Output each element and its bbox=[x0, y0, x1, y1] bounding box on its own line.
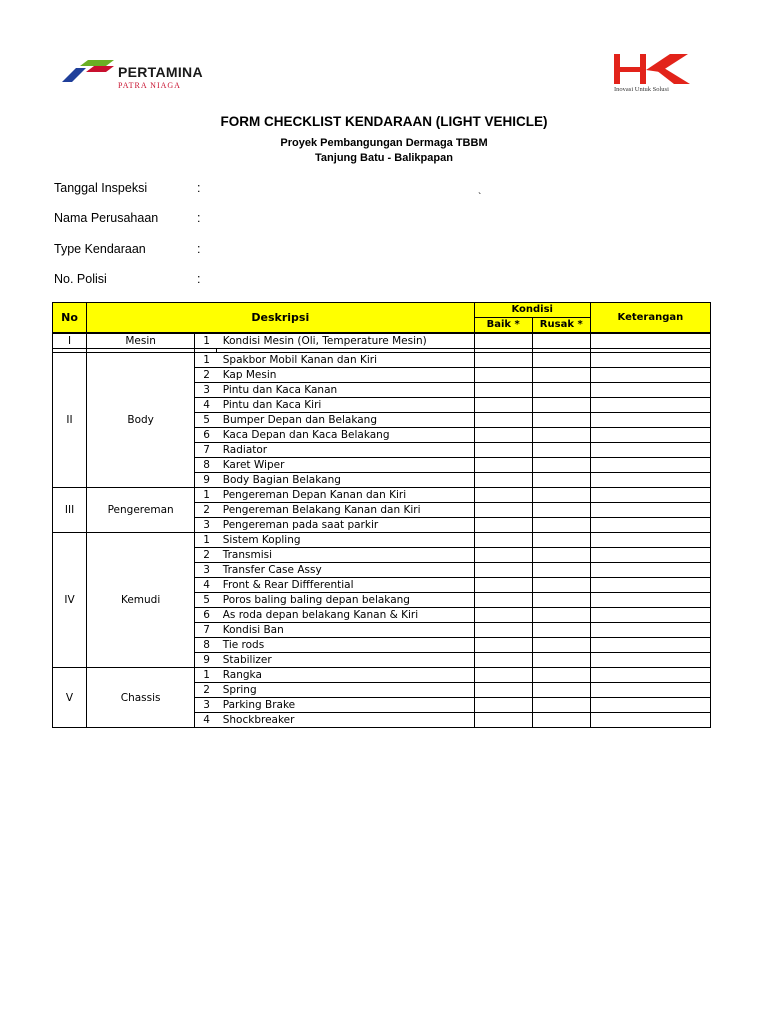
keterangan-cell[interactable] bbox=[590, 593, 710, 608]
header-deskripsi: Deskripsi bbox=[87, 303, 475, 334]
item-description: Shockbreaker bbox=[217, 713, 474, 728]
item-number: 7 bbox=[195, 623, 217, 638]
rusak-cell[interactable] bbox=[532, 563, 590, 578]
table-header bbox=[53, 303, 711, 334]
rusak-cell[interactable] bbox=[532, 368, 590, 383]
colon-no-polisi: : bbox=[197, 272, 201, 286]
baik-cell[interactable] bbox=[474, 473, 532, 488]
pertamina-name: PERTAMINA bbox=[118, 64, 203, 80]
group-name: Kemudi bbox=[87, 533, 195, 668]
hk-mark-icon bbox=[612, 54, 692, 86]
keterangan-cell[interactable] bbox=[590, 353, 710, 368]
item-number: 4 bbox=[195, 578, 217, 593]
baik-cell[interactable] bbox=[474, 578, 532, 593]
header-keterangan: Keterangan bbox=[590, 303, 710, 334]
keterangan-cell[interactable] bbox=[590, 698, 710, 713]
pertamina-mark-icon bbox=[62, 60, 116, 84]
baik-cell[interactable] bbox=[474, 488, 532, 503]
keterangan-cell[interactable] bbox=[590, 623, 710, 638]
rusak-cell[interactable] bbox=[532, 518, 590, 533]
baik-cell[interactable] bbox=[474, 333, 532, 349]
group-number: I bbox=[53, 333, 87, 349]
rusak-cell[interactable] bbox=[532, 488, 590, 503]
item-number: 6 bbox=[195, 428, 217, 443]
item-description: Body Bagian Belakang bbox=[217, 473, 474, 488]
item-number: 3 bbox=[195, 563, 217, 578]
table-row bbox=[53, 488, 711, 503]
item-number: 1 bbox=[195, 353, 217, 368]
project-title: Proyek Pembangungan Dermaga TBBM bbox=[280, 137, 488, 149]
baik-cell[interactable] bbox=[474, 713, 532, 728]
item-number: 1 bbox=[195, 668, 217, 683]
keterangan-cell[interactable] bbox=[590, 398, 710, 413]
group-name: Mesin bbox=[87, 333, 195, 349]
baik-cell[interactable] bbox=[474, 563, 532, 578]
item-description: Stabilizer bbox=[217, 653, 474, 668]
form-title: FORM CHECKLIST KENDARAAN (LIGHT VEHICLE) bbox=[220, 114, 548, 129]
rusak-cell[interactable] bbox=[532, 623, 590, 638]
item-description: Rangka bbox=[217, 668, 474, 683]
baik-cell[interactable] bbox=[474, 443, 532, 458]
checklist-table bbox=[52, 302, 711, 728]
item-number: 8 bbox=[195, 458, 217, 473]
item-description: Pintu dan Kaca Kanan bbox=[217, 383, 474, 398]
baik-cell[interactable] bbox=[474, 608, 532, 623]
keterangan-cell[interactable] bbox=[590, 428, 710, 443]
label-type-kendaraan: Type Kendaraan bbox=[54, 242, 146, 256]
item-description: Radiator bbox=[217, 443, 474, 458]
group-number: III bbox=[53, 488, 87, 533]
rusak-cell[interactable] bbox=[532, 578, 590, 593]
baik-cell[interactable] bbox=[474, 593, 532, 608]
baik-cell[interactable] bbox=[474, 413, 532, 428]
table-body bbox=[53, 333, 711, 728]
rusak-cell[interactable] bbox=[532, 398, 590, 413]
table-row bbox=[53, 668, 711, 683]
keterangan-cell[interactable] bbox=[590, 533, 710, 548]
item-number: 1 bbox=[195, 488, 217, 503]
item-description: Transmisi bbox=[217, 548, 474, 563]
group-name: Pengereman bbox=[87, 488, 195, 533]
keterangan-cell[interactable] bbox=[590, 333, 710, 349]
keterangan-cell[interactable] bbox=[590, 608, 710, 623]
rusak-cell[interactable] bbox=[532, 458, 590, 473]
keterangan-cell[interactable] bbox=[590, 368, 710, 383]
item-number: 4 bbox=[195, 713, 217, 728]
label-tanggal-inspeksi: Tanggal Inspeksi bbox=[54, 181, 148, 195]
baik-cell[interactable] bbox=[474, 533, 532, 548]
item-description: As roda depan belakang Kanan & Kiri bbox=[217, 608, 474, 623]
table-row bbox=[53, 353, 711, 368]
keterangan-cell[interactable] bbox=[590, 443, 710, 458]
keterangan-cell[interactable] bbox=[590, 563, 710, 578]
keterangan-cell[interactable] bbox=[590, 653, 710, 668]
item-number: 1 bbox=[195, 533, 217, 548]
keterangan-cell[interactable] bbox=[590, 638, 710, 653]
item-number: 1 bbox=[195, 333, 217, 349]
item-number: 2 bbox=[195, 503, 217, 518]
item-description: Kondisi Mesin (Oli, Temperature Mesin) bbox=[217, 333, 474, 349]
rusak-cell[interactable] bbox=[532, 638, 590, 653]
rusak-cell[interactable] bbox=[532, 668, 590, 683]
group-number: II bbox=[53, 353, 87, 488]
keterangan-cell[interactable] bbox=[590, 548, 710, 563]
baik-cell[interactable] bbox=[474, 638, 532, 653]
rusak-cell[interactable] bbox=[532, 713, 590, 728]
rusak-cell[interactable] bbox=[532, 333, 590, 349]
item-number: 4 bbox=[195, 398, 217, 413]
item-number: 9 bbox=[195, 473, 217, 488]
item-number: 8 bbox=[195, 638, 217, 653]
rusak-cell[interactable] bbox=[532, 548, 590, 563]
item-number: 5 bbox=[195, 413, 217, 428]
hk-logo bbox=[612, 54, 698, 98]
item-description: Karet Wiper bbox=[217, 458, 474, 473]
keterangan-cell[interactable] bbox=[590, 668, 710, 683]
item-number: 3 bbox=[195, 383, 217, 398]
rusak-cell[interactable] bbox=[532, 698, 590, 713]
keterangan-cell[interactable] bbox=[590, 458, 710, 473]
rusak-cell[interactable] bbox=[532, 443, 590, 458]
rusak-cell[interactable] bbox=[532, 473, 590, 488]
group-number: IV bbox=[53, 533, 87, 668]
item-number: 9 bbox=[195, 653, 217, 668]
item-number: 7 bbox=[195, 443, 217, 458]
baik-cell[interactable] bbox=[474, 623, 532, 638]
keterangan-cell[interactable] bbox=[590, 713, 710, 728]
item-description: Poros baling baling depan belakang bbox=[217, 593, 474, 608]
keterangan-cell[interactable] bbox=[590, 473, 710, 488]
item-number: 5 bbox=[195, 593, 217, 608]
item-description: Kap Mesin bbox=[217, 368, 474, 383]
rusak-cell[interactable] bbox=[532, 593, 590, 608]
group-name: Body bbox=[87, 353, 195, 488]
item-description: Tie rods bbox=[217, 638, 474, 653]
colon-nama-perusahaan: : bbox=[197, 211, 201, 225]
item-number: 6 bbox=[195, 608, 217, 623]
group-name: Chassis bbox=[87, 668, 195, 728]
baik-cell[interactable] bbox=[474, 698, 532, 713]
rusak-cell[interactable] bbox=[532, 653, 590, 668]
item-number: 2 bbox=[195, 368, 217, 383]
header-kondisi: Kondisi bbox=[474, 303, 590, 318]
baik-cell[interactable] bbox=[474, 458, 532, 473]
rusak-cell[interactable] bbox=[532, 608, 590, 623]
group-number: V bbox=[53, 668, 87, 728]
item-description: Pengereman pada saat parkir bbox=[217, 518, 474, 533]
item-description: Pengereman Depan Kanan dan Kiri bbox=[217, 488, 474, 503]
item-description: Spakbor Mobil Kanan dan Kiri bbox=[217, 353, 474, 368]
baik-cell[interactable] bbox=[474, 368, 532, 383]
item-description: Kaca Depan dan Kaca Belakang bbox=[217, 428, 474, 443]
table-row bbox=[53, 333, 711, 349]
baik-cell[interactable] bbox=[474, 383, 532, 398]
keterangan-cell[interactable] bbox=[590, 413, 710, 428]
item-description: Parking Brake bbox=[217, 698, 474, 713]
label-nama-perusahaan: Nama Perusahaan bbox=[54, 211, 159, 225]
table-row bbox=[53, 533, 711, 548]
colon-tanggal-inspeksi: : bbox=[197, 181, 201, 195]
header-no: No bbox=[53, 303, 87, 334]
hk-tagline: Inovasi Untuk Solusi bbox=[614, 86, 669, 93]
rusak-cell[interactable] bbox=[532, 383, 590, 398]
baik-cell[interactable] bbox=[474, 503, 532, 518]
baik-cell[interactable] bbox=[474, 548, 532, 563]
keterangan-cell[interactable] bbox=[590, 683, 710, 698]
rusak-cell[interactable] bbox=[532, 533, 590, 548]
keterangan-cell[interactable] bbox=[590, 518, 710, 533]
item-description: Transfer Case Assy bbox=[217, 563, 474, 578]
item-description: Kondisi Ban bbox=[217, 623, 474, 638]
item-description: Pengereman Belakang Kanan dan Kiri bbox=[217, 503, 474, 518]
rusak-cell[interactable] bbox=[532, 413, 590, 428]
keterangan-cell[interactable] bbox=[590, 503, 710, 518]
item-description: Spring bbox=[217, 683, 474, 698]
stray-mark: ` bbox=[478, 192, 482, 203]
pertamina-subname: PATRA NIAGA bbox=[118, 81, 181, 90]
rusak-cell[interactable] bbox=[532, 503, 590, 518]
baik-cell[interactable] bbox=[474, 428, 532, 443]
item-number: 3 bbox=[195, 698, 217, 713]
item-number: 2 bbox=[195, 548, 217, 563]
baik-cell[interactable] bbox=[474, 653, 532, 668]
baik-cell[interactable] bbox=[474, 668, 532, 683]
rusak-cell[interactable] bbox=[532, 428, 590, 443]
item-description: Sistem Kopling bbox=[217, 533, 474, 548]
keterangan-cell[interactable] bbox=[590, 578, 710, 593]
colon-type-kendaraan: : bbox=[197, 242, 201, 256]
baik-cell[interactable] bbox=[474, 353, 532, 368]
location-title: Tanjung Batu - Balikpapan bbox=[315, 152, 453, 164]
pertamina-logo bbox=[62, 60, 222, 92]
item-description: Front & Rear Diffferential bbox=[217, 578, 474, 593]
baik-cell[interactable] bbox=[474, 518, 532, 533]
item-number: 2 bbox=[195, 683, 217, 698]
header-baik: Baik * bbox=[474, 318, 532, 334]
baik-cell[interactable] bbox=[474, 683, 532, 698]
item-description: Pintu dan Kaca Kiri bbox=[217, 398, 474, 413]
item-description: Bumper Depan dan Belakang bbox=[217, 413, 474, 428]
item-number: 3 bbox=[195, 518, 217, 533]
keterangan-cell[interactable] bbox=[590, 383, 710, 398]
header-rusak: Rusak * bbox=[532, 318, 590, 334]
rusak-cell[interactable] bbox=[532, 353, 590, 368]
label-no-polisi: No. Polisi bbox=[54, 272, 107, 286]
rusak-cell[interactable] bbox=[532, 683, 590, 698]
keterangan-cell[interactable] bbox=[590, 488, 710, 503]
baik-cell[interactable] bbox=[474, 398, 532, 413]
